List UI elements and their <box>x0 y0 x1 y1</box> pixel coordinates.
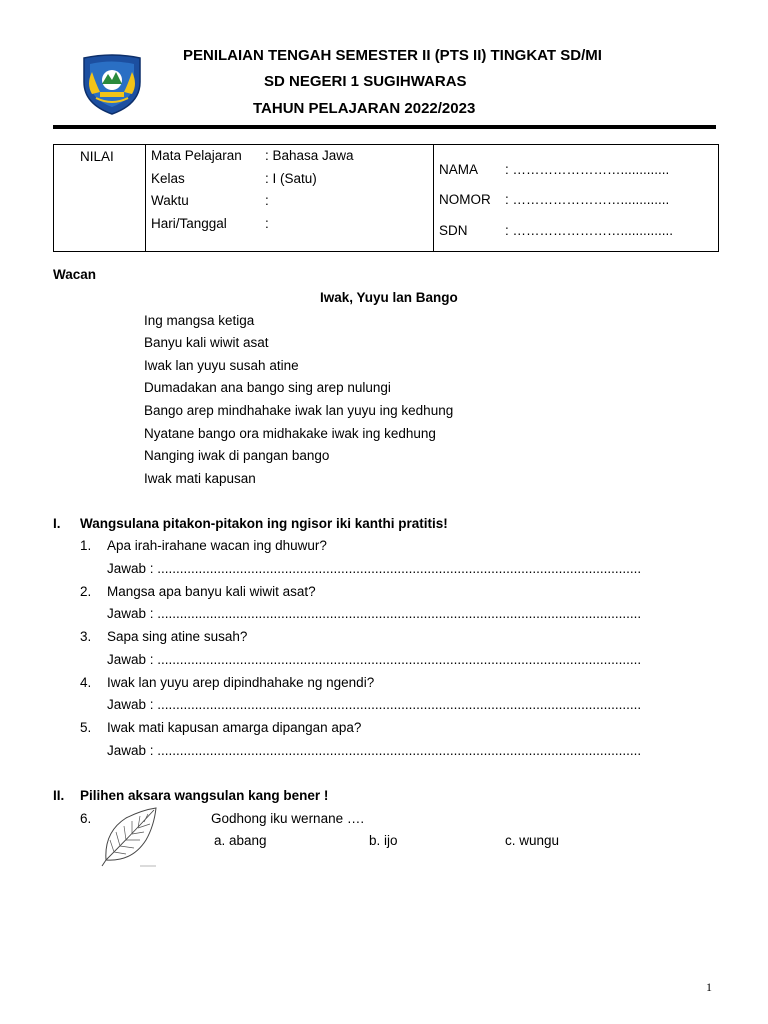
reading-line: Dumadakan ana bango sing arep nulungi <box>144 380 391 395</box>
reading-section-label: Wacan <box>53 267 97 282</box>
sdn-field[interactable]: : …………………….............. <box>505 223 674 238</box>
reading-line: Nyatane bango ora midhakake iwak ing kedhung <box>144 426 436 441</box>
question-text: Sapa sing atine susah? <box>107 629 248 644</box>
reading-line: Nanging iwak di pangan bango <box>144 448 330 463</box>
class-value: : I (Satu) <box>265 171 317 186</box>
section2-instruction: Pilihen aksara wangsulan kang bener ! <box>80 788 329 803</box>
reading-title: Iwak, Yuyu lan Bango <box>320 290 458 305</box>
question-text: Iwak mati kapusan amarga dipangan apa? <box>107 720 362 735</box>
date-label: Hari/Tanggal <box>151 216 227 231</box>
nilai-label: NILAI <box>80 149 114 164</box>
sdn-label: SDN <box>439 223 468 238</box>
school-emblem-icon <box>78 54 146 116</box>
number-label: NOMOR <box>439 192 491 207</box>
answer-line[interactable]: Jawab : ................................................................................................................................. <box>107 606 642 621</box>
option-c[interactable]: c. wungu <box>505 833 560 848</box>
option-a[interactable]: a. abang <box>214 833 267 848</box>
reading-line: Banyu kali wiwit asat <box>144 335 269 350</box>
answer-line[interactable]: Jawab : ................................................................................................................................. <box>107 652 642 667</box>
name-field[interactable]: : ……………………............. <box>505 162 670 177</box>
header-school: SD NEGERI 1 SUGIHWARAS <box>264 73 467 90</box>
question-number: 6. <box>80 811 92 826</box>
header-title: PENILAIAN TENGAH SEMESTER II (PTS II) TINGKAT SD/MI <box>183 47 602 64</box>
time-value: : <box>265 193 269 208</box>
number-field[interactable]: : ……………………............. <box>505 192 670 207</box>
question-number: 3. <box>80 629 92 644</box>
section2-number: II. <box>53 788 65 803</box>
question-number: 1. <box>80 538 92 553</box>
class-label: Kelas <box>151 171 185 186</box>
answer-line[interactable]: Jawab : ................................................................................................................................. <box>107 561 642 576</box>
header-divider <box>53 125 716 129</box>
page-number: 1 <box>706 980 712 994</box>
reading-line: Bango arep mindhahake iwak lan yuyu ing kedhung <box>144 403 454 418</box>
reading-line: Ing mangsa ketiga <box>144 313 255 328</box>
question-number: 2. <box>80 584 92 599</box>
answer-line[interactable]: Jawab : ................................................................................................................................. <box>107 743 642 758</box>
question-text: Iwak lan yuyu arep dipindhahake ng ngendi? <box>107 675 375 690</box>
reading-line: Iwak mati kapusan <box>144 471 256 486</box>
question-text: Mangsa apa banyu kali wiwit asat? <box>107 584 316 599</box>
question-text: Godhong iku wernane …. <box>211 811 365 826</box>
date-value: : <box>265 216 269 231</box>
name-label: NAMA <box>439 162 479 177</box>
reading-line: Iwak lan yuyu susah atine <box>144 358 299 373</box>
info-table <box>53 144 719 252</box>
question-number: 5. <box>80 720 92 735</box>
answer-line[interactable]: Jawab : ................................................................................................................................. <box>107 697 642 712</box>
section1-number: I. <box>53 516 61 531</box>
subject-cell <box>146 145 434 252</box>
question-text: Apa irah-irahane wacan ing dhuwur? <box>107 538 327 553</box>
leaf-icon <box>100 806 160 868</box>
student-cell <box>434 145 719 252</box>
option-b[interactable]: b. ijo <box>369 833 398 848</box>
nilai-cell <box>54 145 146 252</box>
question-number: 4. <box>80 675 92 690</box>
subject-label: Mata Pelajaran <box>151 148 242 163</box>
section1-instruction: Wangsulana pitakon-pitakon ing ngisor iki kanthi pratitis! <box>80 516 448 531</box>
header-year: TAHUN PELAJARAN 2022/2023 <box>253 100 476 117</box>
time-label: Waktu <box>151 193 189 208</box>
subject-value: : Bahasa Jawa <box>265 148 354 163</box>
